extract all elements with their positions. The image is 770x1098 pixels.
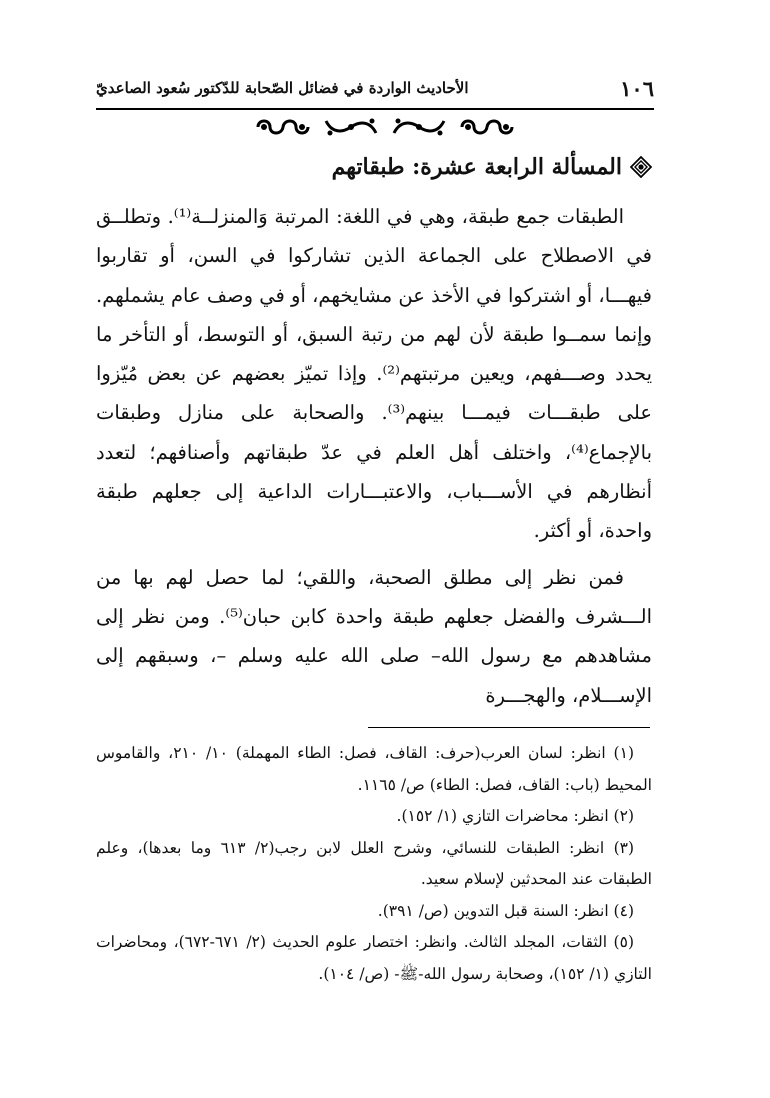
diamond-ornament-icon — [630, 156, 652, 178]
footnote-rule — [368, 727, 650, 728]
section-ornament — [390, 115, 448, 139]
footnote: (٤) انظر: السنة قبل التدوين (ص/ ٣٩١). — [377, 901, 634, 920]
section-ornament — [458, 115, 516, 139]
section-heading — [332, 149, 652, 185]
footnotes — [96, 738, 652, 990]
footnote: (٥) الثقات، المجلد الثالث. وانظر: اختصار علوم الحديث (٢/ ٦٧١-٦٧٢)، ومحاضرات التازي (١/ ١٥٢)، وصحابة رسول الله-ﷺ- (ص/ ١٠٤). — [96, 933, 652, 983]
section-ornament — [254, 115, 312, 139]
footnote: (١) انظر: لسان العرب(حرف: القاف، فصل: الطاء المهملة) ١٠/ ٢١٠، والقاموس المحيط (باب: القاف، فصل: الطاء) ص/ ١١٦٥. — [96, 744, 652, 794]
section-heading-text: المسألة الرابعة عشرة: طبقاتهم — [331, 154, 622, 180]
page-number: ١٠٦ — [620, 75, 654, 101]
running-header — [96, 72, 654, 104]
section-ornament-divider — [250, 111, 520, 143]
main-text — [96, 197, 652, 715]
paragraph: الطبقات جمع طبقة، وهي في اللغة: المرتبة وَالمنزلــة⁽¹⁾. وتطلــق في الاصطلاح على الجماعة الذين تشاركوا في السن، أو تقاربوا فيهـــا، أو اشتركوا في الأخذ عن مشايخهم، أو في وصف عام يشملهم. وإنما سمــوا طبقة لأن لهم من رتبة السبق، أو التوسط، أو التأخر ما يحدد وصـــفهم، ويعين مرتبتهم⁽²⁾. وإذا تميّز بعضهم عن بعض مُيّزوا على طبقـــات فيمـــا بينهم⁽³⁾. والصحابة على منازل وطبقات بالإجماع⁽⁴⁾، واختلف أهل العلم في عدّ طبقاتهم وأصنافهم؛ لتعدد أنظارهم في الأســـباب، والاعتبـــارات الداعية إلى جعلهم طبقة واحدة، أو أكثر. — [96, 205, 653, 543]
paragraph: فمن نظر إلى مطلق الصحبة، واللقي؛ لما حصل لهم بها من الـــشرف والفضل جعلهم طبقة واحدة كابن حبان⁽⁵⁾. ومن نظر إلى مشاهدهم مع رسول الله– صلى الله عليه وسلم –، وسبقهم إلى الإســـلام، والهجـــرة — [96, 565, 653, 707]
footnote: (٣) انظر: الطبقات للنسائي، وشرح العلل لابن رجب(٢/ ٦١٣ وما بعدها)، وعلم الطبقات عند المحدثين لإسلام سعيد. — [96, 838, 652, 888]
header-rule — [96, 108, 654, 110]
running-title: الأحاديث الواردة في فضائل الصّحابة للدّكتور سُعود الصاعديّ — [96, 79, 469, 97]
section-ornament — [322, 115, 380, 139]
footnote: (٢) انظر: محاضرات التازي (١/ ١٥٢). — [396, 807, 634, 825]
